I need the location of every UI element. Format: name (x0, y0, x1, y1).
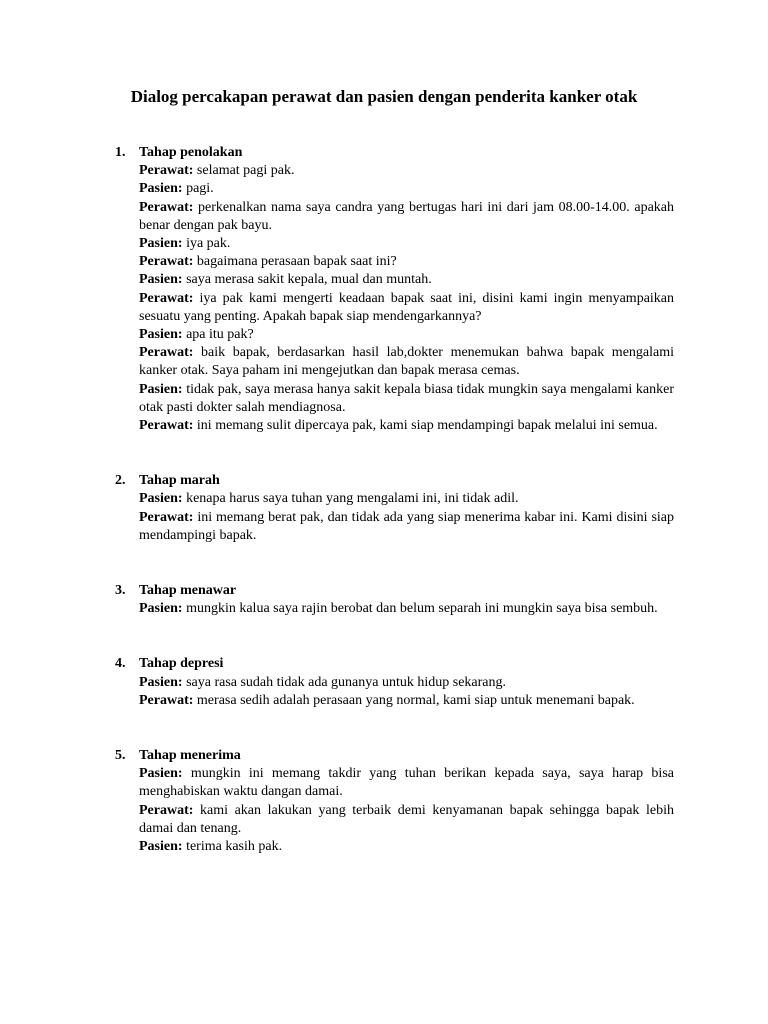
speaker-label: Pasien: (139, 491, 183, 507)
dialog-text: tidak pak, saya merasa hanya sakit kepala biasa tidak mungkin saya mengalami kanker otak pasti dokter salah mendiagnosa. (139, 381, 674, 415)
stage-title: Tahap menawar (139, 583, 237, 599)
dialog-line (139, 838, 674, 856)
stage-title: Tahap penolakan (139, 145, 243, 160)
dialog-text: apa itu pak? (186, 327, 254, 343)
dialog-line (139, 509, 674, 545)
speaker-label: Pasien: (139, 839, 183, 855)
speaker-label: Pasien: (139, 327, 183, 343)
dialog-text: mungkin ini memang takdir yang tuhan berikan kepada saya, saya harap bisa menghabiskan waktu dangan damai. (139, 766, 674, 800)
speaker-label: Perawat: (139, 163, 194, 179)
dialog-text: mungkin kalua saya rajin berobat dan belum separah ini mungkin saya bisa sembuh. (186, 601, 658, 617)
dialog-text: saya merasa sakit kepala, mual dan muntah. (186, 272, 432, 288)
dialog-line (139, 326, 674, 344)
dialog-line (139, 253, 674, 271)
speaker-label: Pasien: (139, 272, 183, 288)
dialog-line (139, 381, 674, 417)
speaker-label: Pasien: (139, 181, 183, 197)
dialog-text: saya rasa sudah tidak ada gunanya untuk hidup sekarang. (186, 674, 507, 690)
dialog-text: selamat pagi pak. (196, 163, 295, 179)
stage-title: Tahap menerima (139, 748, 241, 764)
speaker-label: Perawat: (139, 199, 194, 215)
dialog-line (139, 344, 674, 380)
dialog-text: ini memang berat pak, dan tidak ada yang siap menerima kabar ini. Kami disini siap mendampingi bapak. (139, 509, 675, 543)
dialog-line (139, 235, 674, 253)
dialog-text: merasa sedih adalah perasaan yang normal, kami siap untuk menemani bapak. (196, 692, 635, 708)
speaker-label: Pasien: (139, 766, 183, 782)
dialog-text: terima kasih pak. (186, 839, 283, 855)
speaker-label: Perawat: (139, 290, 194, 306)
stage-title: Tahap marah (139, 473, 220, 489)
stage-title: Tahap depresi (139, 656, 224, 672)
speaker-label: Pasien: (139, 601, 183, 617)
dialog-text: kenapa harus saya tuhan yang mengalami ini, ini tidak adil. (186, 491, 519, 507)
dialog-text: pagi. (186, 181, 214, 197)
speaker-label: Perawat: (139, 254, 194, 270)
speaker-label: Perawat: (139, 418, 194, 434)
dialog-line (139, 692, 674, 710)
document-title: Dialog percakapan perawat dan pasien dengan penderita kanker otak (130, 87, 638, 106)
speaker-label: Perawat: (139, 509, 194, 525)
dialog-text: bagaimana perasaan bapak saat ini? (196, 254, 397, 270)
stage-1 (115, 144, 675, 435)
dialog-line (139, 802, 674, 838)
speaker-label: Pasien: (139, 236, 183, 252)
stage-number: 4. (115, 656, 126, 672)
speaker-label: Pasien: (139, 674, 183, 690)
dialog-text: perkenalkan nama saya candra yang bertugas hari ini dari jam 08.00-14.00. apakah benar dengan pak bayu. (139, 199, 674, 233)
dialog-line (139, 162, 674, 180)
dialog-text: baik bapak, berdasarkan hasil lab,dokter menemukan bahwa bapak mengalami kanker otak. Saya paham ini mengejutkan dan bapak merasa cemas. (139, 345, 675, 379)
stage-3 (115, 582, 674, 618)
speaker-label: Pasien: (139, 381, 183, 397)
dialog-line (139, 674, 674, 692)
stage-list (115, 144, 675, 856)
dialog-line (139, 490, 674, 508)
dialog-line (139, 600, 674, 618)
dialog-line (139, 180, 674, 198)
speaker-label: Perawat: (139, 345, 194, 361)
stage-5 (115, 747, 674, 856)
dialog-line (139, 199, 674, 235)
dialog-text: iya pak. (186, 236, 231, 252)
speaker-label: Perawat: (139, 802, 194, 818)
stage-number: 5. (115, 748, 126, 764)
stage-number: 2. (115, 473, 126, 489)
dialog-line (139, 290, 674, 326)
dialog-text: ini memang sulit dipercaya pak, kami siap mendampingi bapak melalui ini semua. (196, 418, 658, 434)
dialog-line (139, 271, 674, 289)
dialog-line (139, 765, 674, 801)
speaker-label: Perawat: (139, 692, 194, 708)
stage-4 (115, 655, 674, 710)
stage-number: 3. (115, 583, 126, 599)
stage-2 (115, 472, 675, 545)
stage-number: 1. (115, 145, 126, 160)
dialog-line (139, 417, 674, 435)
dialog-text: iya pak kami mengerti keadaan bapak saat ini, disini kami ingin menyampaikan sesuatu yang penting. Apakah bapak siap mendengarkannya? (139, 290, 675, 324)
dialog-text: kami akan lakukan yang terbaik demi kenyamanan bapak sehingga bapak lebih damai dan tenang. (139, 802, 674, 836)
